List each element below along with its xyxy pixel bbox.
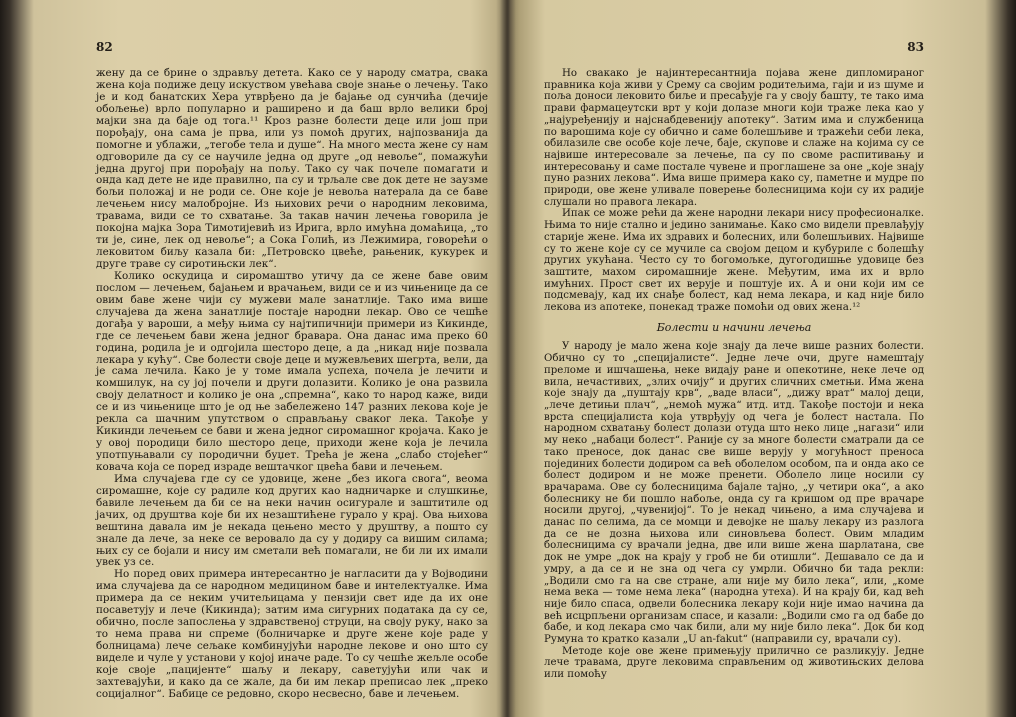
page-number: 82 [96, 40, 113, 54]
left-page-text [96, 68, 488, 701]
section-heading: Болести и начини лечења [656, 320, 812, 334]
paragraph: Но свакако је најинтересантнија појава жене дипломираног правника која живи у Срему са својим родитељима, гаји и из шуме и поља доноси лековито биље и пресађује га у своју башту, те тако има прави фармацеутски врт у који долазе многи који траже лека као у „најуређенију и најснабдевенију апотеку“. Затим има и службеница по варошима које су обично и саме болешљиве и тражећи себи лека, обилазиле све особе које лече, баје, скупове и слаже на којима су се највише интересовале за лечење, па су по своме распитивању и интересовању и саме постале чувене и проглашене за оне „које знају пуно разних лекова“. Има више примера како су, паметне и мудре по природи, ове жене уливале поверење болесницима који су их радије слушали но правога лекара. [544, 68, 924, 208]
right-page-text [544, 68, 924, 681]
paragraph: Методе које ове жене примењују прилично се разликују. Једне лече травама, друге лековима справљеним од животињских делова или помоћу [544, 645, 924, 681]
paragraph: Но поред ових примера интересантно је нагласити да у Војводини има случајева да се народном медицином баве и интелектуалке. Има примера да се неким учитељицама у пензији свет иде да их оне посаветују и лече (Кикинда); затим има сигурних података да су се, обично, после запослења у здравственој струци, на своју руку, нако за то нема права ни спреме (болничарке и друге жене које раде у болницама) лече сељаке комбинујући народне лекове и оно што су виделе и чуле у установи у којој иначе раде. То су чешће жељле особе које своје „пацијенте“ шаљу и лекару, саветујући или чак и захтевајући, и како да се жале, да би им лекар преписао лек „преко социјалног“. Бабице се редовно, скоро несвесно, баве и лечењем. [96, 568, 488, 700]
paragraph: Колико оскудица и сиромаштво утичу да се жене баве овим послом — лечењем, бајањем и врачањем, види се и из чињенице да се овим баве жене чији су мужеви мале занатлије. Тако има више случајева да жена занатлије постаје народни лекар. Ово се чешће догађа у вароши, а међу њима су најтипичнији примери из Кикинде, где се лечењем бави жена једног бравара. Она данас има преко 60 година, родила је и одгојила шесторо деце, а да „никад није позвала лекара у кућу“. Све болести своје деце и мужевљевих шегрта, вели, да је сама лечила. Како је у томе имала успеха, почела је лечити и комшилук, на су јој почели и други долазити. Колико је она развила своју делатност и колико је она „спремна“, како то народ каже, види се и из чињенице што је од ње забележено 147 разних лекова које је рекла са шачним упутством о справљању сваког лека. Такође у Кикинди лечењем се бави и жена једног сиромашног кројача. Како је у овој породици било шесторо деце, приходи жене која је лечила употпуњавали су породични буџет. Трећа је жена „слабо стојећег“ ковача која се поред израде вештачког цвећа бави и лечењем. [96, 269, 488, 473]
book-gutter [496, 0, 520, 717]
paragraph: жену да се брине о здрављу детета. Како се у народу сматра, свака жена која подиже децу искуством увећава своје знање о лечењу. Тако је и код банатских Хера утврђено да је бајање од сунчића (дечије обољење) врло популарно и раширено и да баш врло велики број мајки зна да баје од тога.¹¹ Кроз разне болести деце или још при порођају, она сама је прва, или уз помоћ других, најпозванија да помогне и ублажи, „тегобе тела и душе“. На много места жене су нам одговориле да су се научиле једна од друге „од невоље“, помажући једна другој при порођају на пољу. Тако су чак почеле помагати и онда кад дете не иде правилно, па су и трљале све док дете не заузме бољи положај и не роди се. Оне које је невоља натерала да се баве лечењем нису малобројне. Из њихових речи о народним лековима, травама, види се то схватање. За такав начин лечења говорила је покојна мајка Зора Тимотијевић из Ирига, врло имућна домаћица, „то ти је, сине, лек од невоље“; а Сока Голић, из Лежимира, говорећи о лековитом биљу казала би: „Петровско цвеће, рањеник, кукурек и друге траве су сиротињски лек“. [96, 67, 488, 270]
paragraph: Има случајева где су се удовице, жене „без икога свога“, веома сиромашне, које су радиле код других као надничарке и слушкиње, бавиле лечењем да би се на неки начин осигурале и заштитиле од јачих, од друштва које би их незаштићене гурало у крај. Ова њихова вештина давала им је некада цењено место у друштву, а пошто су знале да лече, за неке се веровало да су у додиру са вишим силама; њих су се бојали и нису им сметали већ помагали, не би ли их имали увек уз се. [96, 472, 488, 569]
paragraph: У народу је мало жена које знају да лече више разних болести. Обично су то „специјалисте“. Једне лече очи, друге намештају преломе и ишчашења, неке видају ране и опекотине, неке лече од вила, нечастивих, „злих очију“ и других сличних сметњи. Има жена које знају да „пуштају крв“, „ваде власи“, „дижу врат“ малој деци, „лече детињи плач“, „немоћ мужа“ итд. итд. Такође постоји и нека врста специјалиста која утврђују од чега је болест настала. По народном схватању болест долази отуда што неко лице „нагази“ или му неко „набаци болест“. Раније су за многе болести сматрали да се тако преносе, док данас све више верују у могућност преноса појединих болести додиром са већ оболелом особом, па и онда ако се болест додиром и не може пренети. Оболело лице носили су врачарама. Ове су болесницима бајале тајно, „у четири ока“, а ако болеснику не би пошло набоље, онда су га кришом од пре врачаре носили другој, „чувенијој“. То је некад чињено, а има случајева и данас по селима, да се момци и девојке не шаљу лекару из разлога да се не дозна њихова или синовљева болест. Овим младим болесницима су врачали једна, две или више жена шарлатана, све док не умре „док на крају у гроб не би отишли“. Дешавало се да и умру, а да се и не зна од чега су умрли. Обично би тада рекли: „Водили смо га на све стране, али није му било лека“, или, „коме нема века — томе нема лека“ (народна утеха). И на крају би, кад веh није било спаса, одвели болесника лекару који није имао начина да већ исцрпљени организам спасе, и казали: „Водили смо га од бабе до бабе, и код лекара смо чак били, али му није било лека“. Док би код Румуна то кратко казали „U an-fakut“ (направили су, врачали су). [544, 341, 924, 646]
paragraph: Ипак се може рећи да жене народни лекари нису професионалке. Њима то није стално и једино занимање. Како смо видели превлађују старије жене. Има их здравих и болесних, или болешљивих. Највише су то жене које су се мучиле са својом децом и кубуриле с болешћу других укућана. Често су то богомољке, дугогодишње удовице без заштите, махом сиромашније жене. Међутим, има их и врло имућних. Прост свет их верује и поштује их. А и они који им се подсмевају, кад их снађе болест, кад нема лекара, и кад није било лекова из апотеке, понекад траже помоћи од ових жена.¹² [544, 208, 924, 314]
page-number: 83 [907, 40, 924, 54]
